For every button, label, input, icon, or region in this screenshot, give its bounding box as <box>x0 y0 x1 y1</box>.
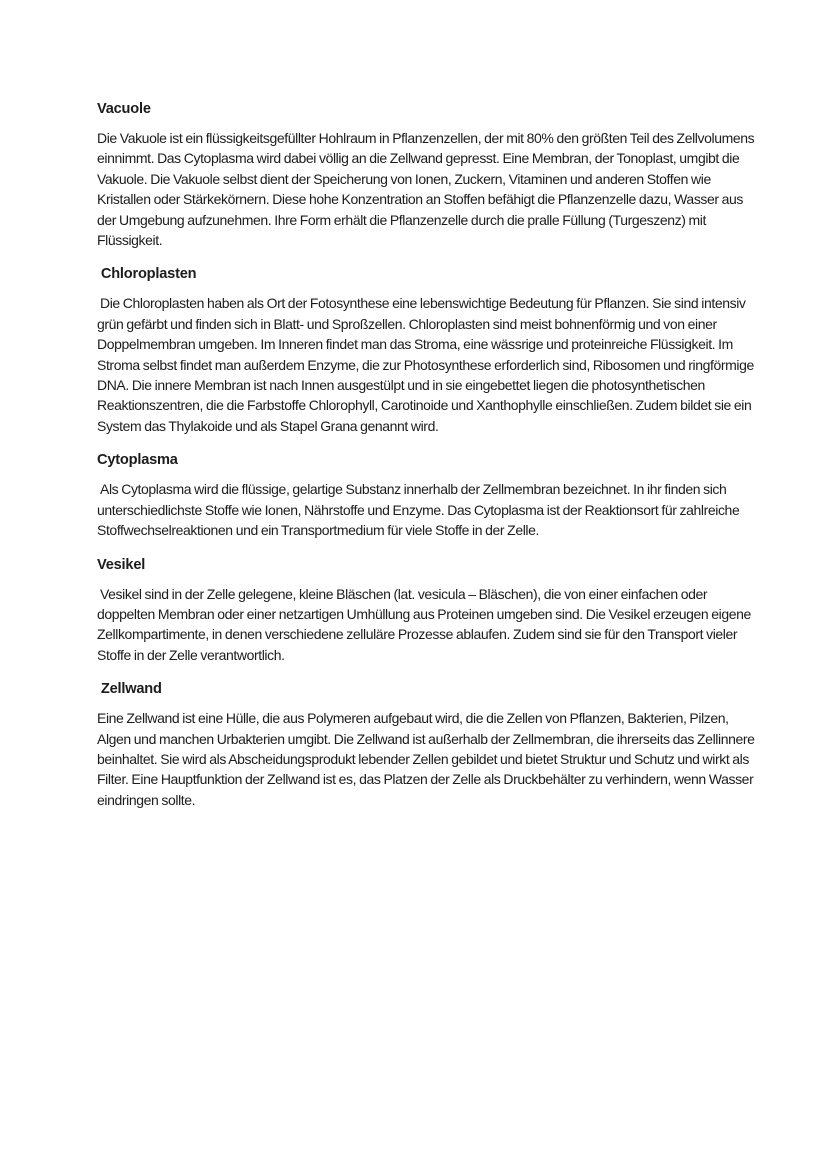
section-paragraph: Die Vakuole ist ein flüssigkeitsgefüllter Hohlraum in Pflanzenzellen, der mit 80% den größten Teil des Zellvolumens einnimmt. Das Cytoplasma wird dabei völlig an die Zellwand gepresst. Eine Membran, der Tonoplast, umgibt die Vakuole. Die Vakuole selbst dient der Speicherung von Ionen, Zuckern, Vitaminen und anderen Stoffen wie Kristallen oder Stärkekörnern. Diese hohe Konzentration an Stoffen befähigt die Pflanzenzelle dazu, Wasser aus der Umgebung aufzunehmen. Ihre Form erhält die Pflanzenzelle durch die pralle Füllung (Turgeszenz) mit Flüssigkeit. <box>97 130 758 249</box>
section-heading: Cytoplasma <box>97 452 178 469</box>
section-heading: Zellwand <box>97 681 162 698</box>
document-page <box>97 99 757 810</box>
section-paragraph: Die Chloroplasten haben als Ort der Fotosynthese eine lebenswichtige Bedeutung für Pflanzen. Sie sind intensiv grün gefärbt und finden sich in Blatt- und Sproßzellen. Chloroplasten sind meist bohnenförmig und von einer Doppelmembran umgeben. Im Inneren findet man das Stroma, eine wässrige und proteinreiche Flüssigkeit. Im Stroma selbst findet man außerdem Enzyme, die zur Photosynthese erforderlich sind, Ribosomen und ringförmige DNA. Die innere Membran ist nach Innen ausgestülpt und in sie eingebettet liegen die photosynthetischen Reaktionszentren, die die Farbstoffe Chlorophyll, Carotinoide und Xanthophylle einschließen. Zudem bildet sie ein System das Thylakoide und als Stapel Grana genannt wird. <box>97 295 757 434</box>
section-heading: Vacuole <box>97 101 151 117</box>
section-heading: Vesikel <box>97 556 146 573</box>
section-paragraph: Vesikel sind in der Zelle gelegene, kleine Bläschen (lat. vesicula – Bläschen), die von einer einfachen oder doppelten Membran oder einer netzartigen Umhüllung aus Proteinen umgeben sind. Die Vesikel erzeugen eigene Zellkompartimente, in denen verschiedene zelluläre Prozesse ablaufen. Zudem sind sie für den Transport vieler Stoffe in der Zelle verantwortlich. <box>97 585 754 663</box>
section-paragraph: Als Cytoplasma wird die flüssige, gelartige Substanz innerhalb der Zellmembran bezeichnet. In ihr finden sich unterschiedlichste Stoffe wie Ionen, Nährstoffe und Enzyme. Das Cytoplasma ist der Reaktionsort für zahlreiche Stoffwechselreaktionen und ein Transportmedium für viele Stoffe in der Zelle. <box>97 481 743 539</box>
section-paragraph: Eine Zellwand ist eine Hülle, die aus Polymeren aufgebaut wird, die die Zellen von Pflanzen, Bakterien, Pilzen, Algen und manchen Urbakterien umgibt. Die Zellwand ist außerhalb der Zellmembran, die ihrerseits das Zellinnere beinhaltet. Sie wird als Abscheidungsprodukt lebender Zellen gebildet und bietet Struktur und Schutz und wirkt als Filter. Eine Hauptfunktion der Zellwand ist es, das Platzen der Zelle als Druckbehälter zu verhindern, wenn Wasser eindringen sollte. <box>97 710 758 808</box>
section-heading: Chloroplasten <box>97 266 197 283</box>
